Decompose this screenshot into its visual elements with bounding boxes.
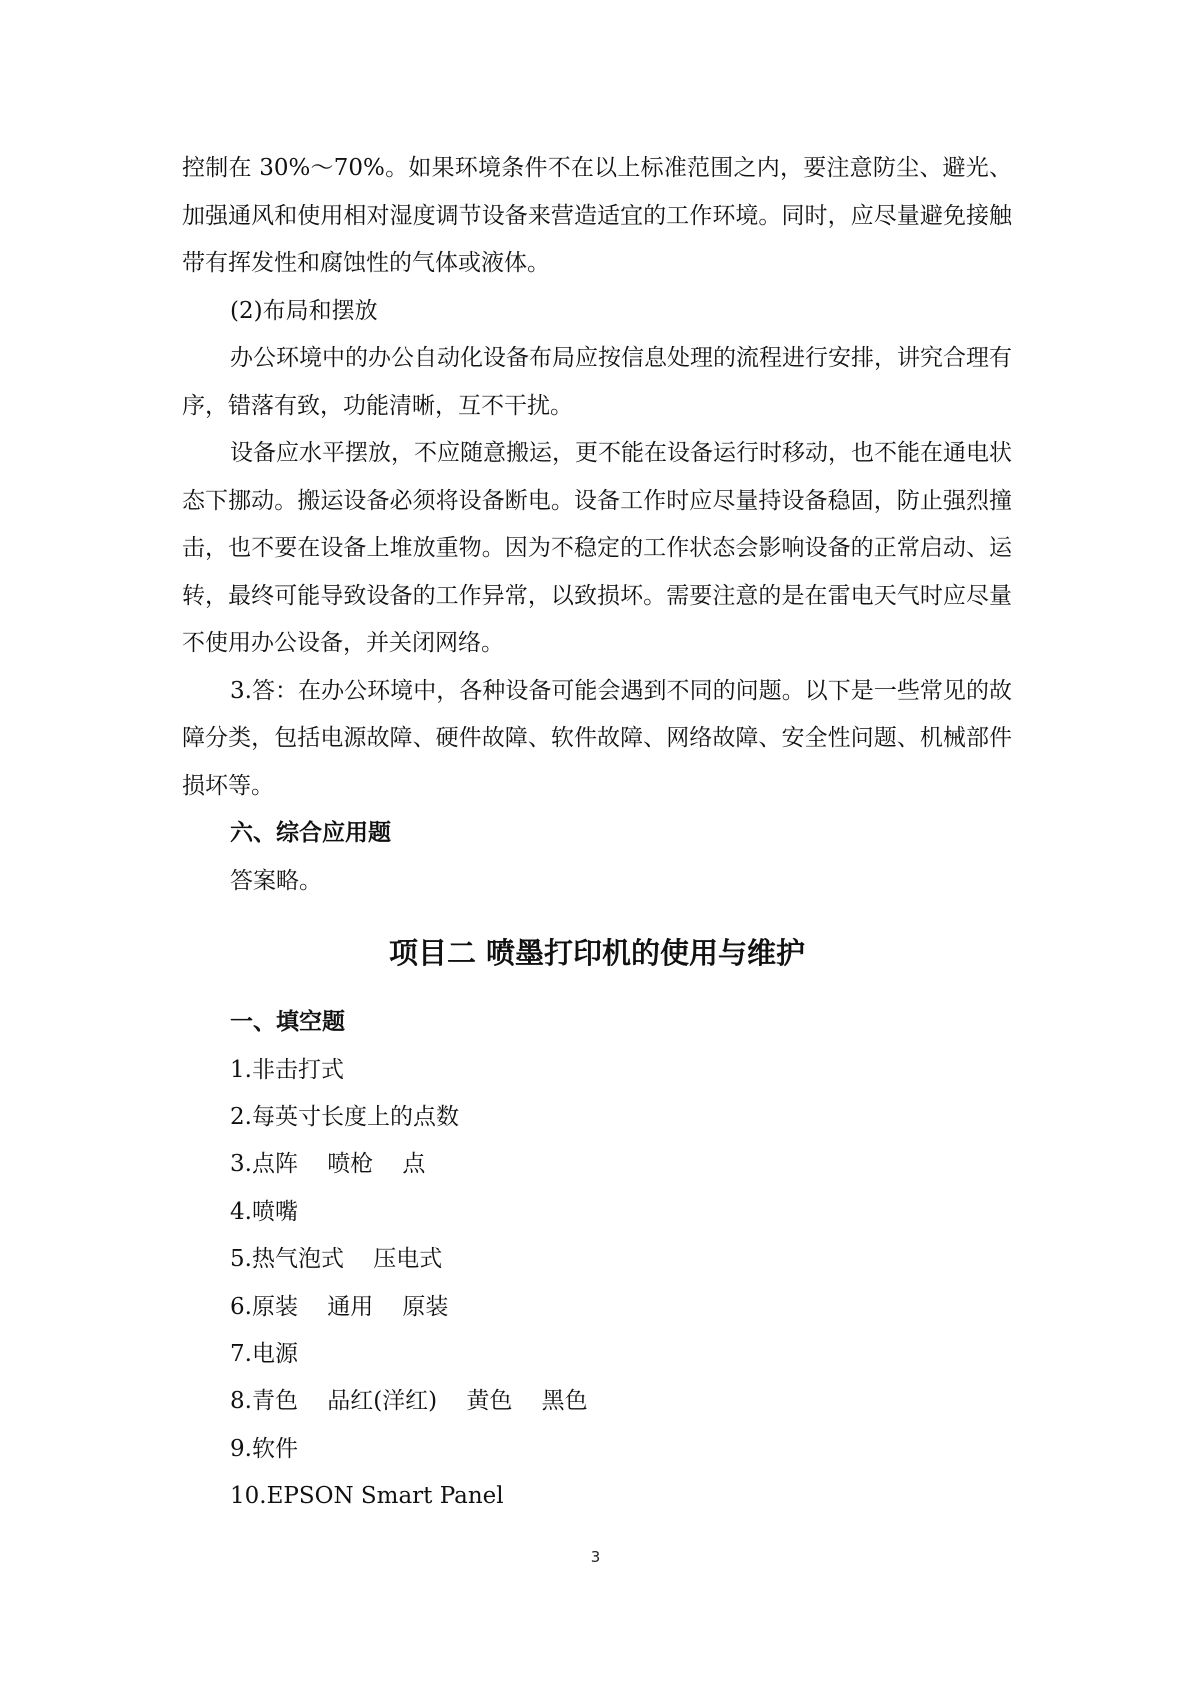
section-heading-comprehensive: 六、综合应用题 — [230, 820, 391, 846]
list-item: 5.热气泡式 压电式 — [230, 1246, 443, 1273]
list-item: 7.电源 — [230, 1340, 298, 1367]
list-item: 10.EPSON Smart Panel — [230, 1483, 504, 1510]
list-item: 1.非击打式 — [230, 1056, 344, 1083]
page-content — [182, 145, 1012, 1521]
list-item: 3.点阵 喷枪 点 — [230, 1151, 426, 1178]
list-item: 9.软件 — [230, 1435, 298, 1462]
list-item: 6.原装 通用 原装 — [230, 1293, 449, 1320]
section-heading-fill-in: 一、填空题 — [230, 1009, 345, 1035]
paragraph-placement: 设备应水平摆放，不应随意搬运，更不能在设备运行时移动，也不能在通电状态下挪动。搬运设备必须将设备断电。设备工作时应尽量持设备稳固，防止强烈撞击，也不要在设备上堆放重物。因为不稳定的工作状态会影响设备的正常启动、运转，最终可能导致设备的工作异常，以致损坏。需要注意的是在雷电天气时应尽量不使用办公设备，并关闭网络。 — [182, 440, 1012, 656]
list-item: 8.青色 品红(洋红) 黄色 黑色 — [230, 1388, 588, 1415]
fill-answer-list — [182, 1047, 1012, 1521]
project-title: 项目二 喷墨打印机的使用与维护 — [388, 936, 806, 970]
section-answer-comprehensive: 答案略。 — [230, 867, 322, 894]
list-item: 4.喷嘴 — [230, 1198, 298, 1225]
paragraph-environment-conditions: 控制在 30%～70%。如果环境条件不在以上标准范围之内，要注意防尘、避光、加强通风和使用相对湿度调节设备来营造适宜的工作环境。同时，应尽量避免接触带有挥发性和腐蚀性的气体或液体。 — [182, 155, 1012, 276]
page-number: 3 — [590, 1548, 601, 1566]
list-item: 2.每英寸长度上的点数 — [230, 1103, 459, 1130]
paragraph-layout: 办公环境中的办公自动化设备布局应按信息处理的流程进行安排，讲究合理有序，错落有致，功能清晰，互不干扰。 — [182, 345, 1012, 419]
subheading-layout-placement: (2)布局和摆放 — [230, 297, 378, 324]
paragraph-answer-3: 3.答：在办公环境中，各种设备可能会遇到不同的问题。以下是一些常见的故障分类，包括电源故障、硬件故障、软件故障、网络故障、安全性问题、机械部件损坏等。 — [182, 677, 1012, 799]
